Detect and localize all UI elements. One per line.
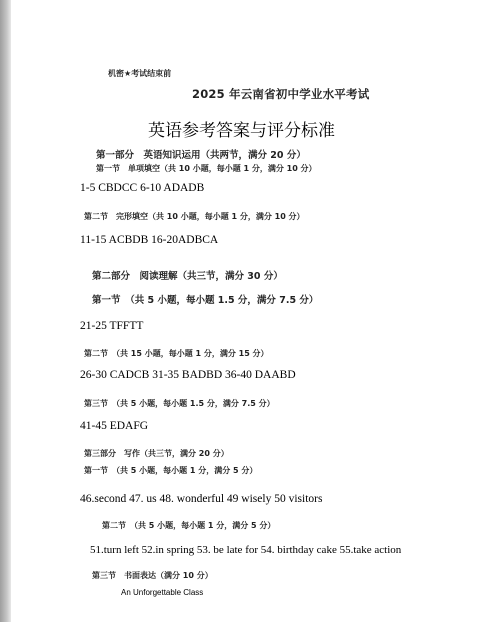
document-title: 英语参考答案与评分标准 (148, 121, 335, 141)
part2-section3-answers: 41-45 EDAFG (80, 420, 149, 432)
part3-section3-heading: 第三节 书面表达（满分 10 分） (92, 571, 213, 580)
part1-section2-answers: 11-15 ACBDB 16-20ADBCA (80, 234, 219, 246)
part1-section2-heading: 第二节 完形填空（共 10 小题，每小题 1 分，满分 10 分） (84, 212, 305, 221)
part2-section1-heading: 第一节 （共 5 小题，每小题 1.5 分，满分 7.5 分） (92, 295, 319, 306)
part3-section1-answers: 46.second 47. us 48. wonderful 49 wisely 50 visitors (80, 493, 323, 505)
part2-section1-answers: 21-25 TFFTT (80, 320, 144, 332)
part1-section1-answers: 1-5 CBDCC 6-10 ADADB (80, 182, 205, 194)
part2-section2-answers: 26-30 CADCB 31-35 BADBD 36-40 DAABD (80, 369, 296, 381)
page-edge-shadow (0, 0, 11, 622)
part1-section1-heading: 第一节 单项填空（共 10 小题，每小题 1 分，满分 10 分） (96, 164, 317, 173)
part2-section3-heading: 第三节 （共 5 小题，每小题 1.5 分，满分 7.5 分） (84, 399, 275, 408)
part3-section2-answers: 51.turn left 52.in spring 53. be late for 54. birthday cake 55.take action (90, 544, 402, 556)
part2-heading: 第二部分 阅读理解（共三节，满分 30 分） (92, 271, 283, 282)
part1-heading: 第一部分 英语知识运用（共两节，满分 20 分） (96, 150, 306, 161)
part3-section2-heading: 第二节 （共 5 小题，每小题 1 分，满分 5 分） (102, 521, 276, 530)
exam-title: 2025 年云南省初中学业水平考试 (192, 87, 370, 101)
part3-heading: 第三部分 写作（共三节，满分 20 分） (84, 449, 229, 458)
part3-section1-heading: 第一节 （共 5 小题，每小题 1 分，满分 5 分） (84, 466, 258, 475)
part2-section2-heading: 第二节 （共 15 小题，每小题 1 分，满分 15 分） (84, 349, 269, 358)
writing-task-title: An Unforgettable Class (121, 588, 204, 597)
confidential-stamp: 机密★考试结束前 (108, 69, 172, 78)
